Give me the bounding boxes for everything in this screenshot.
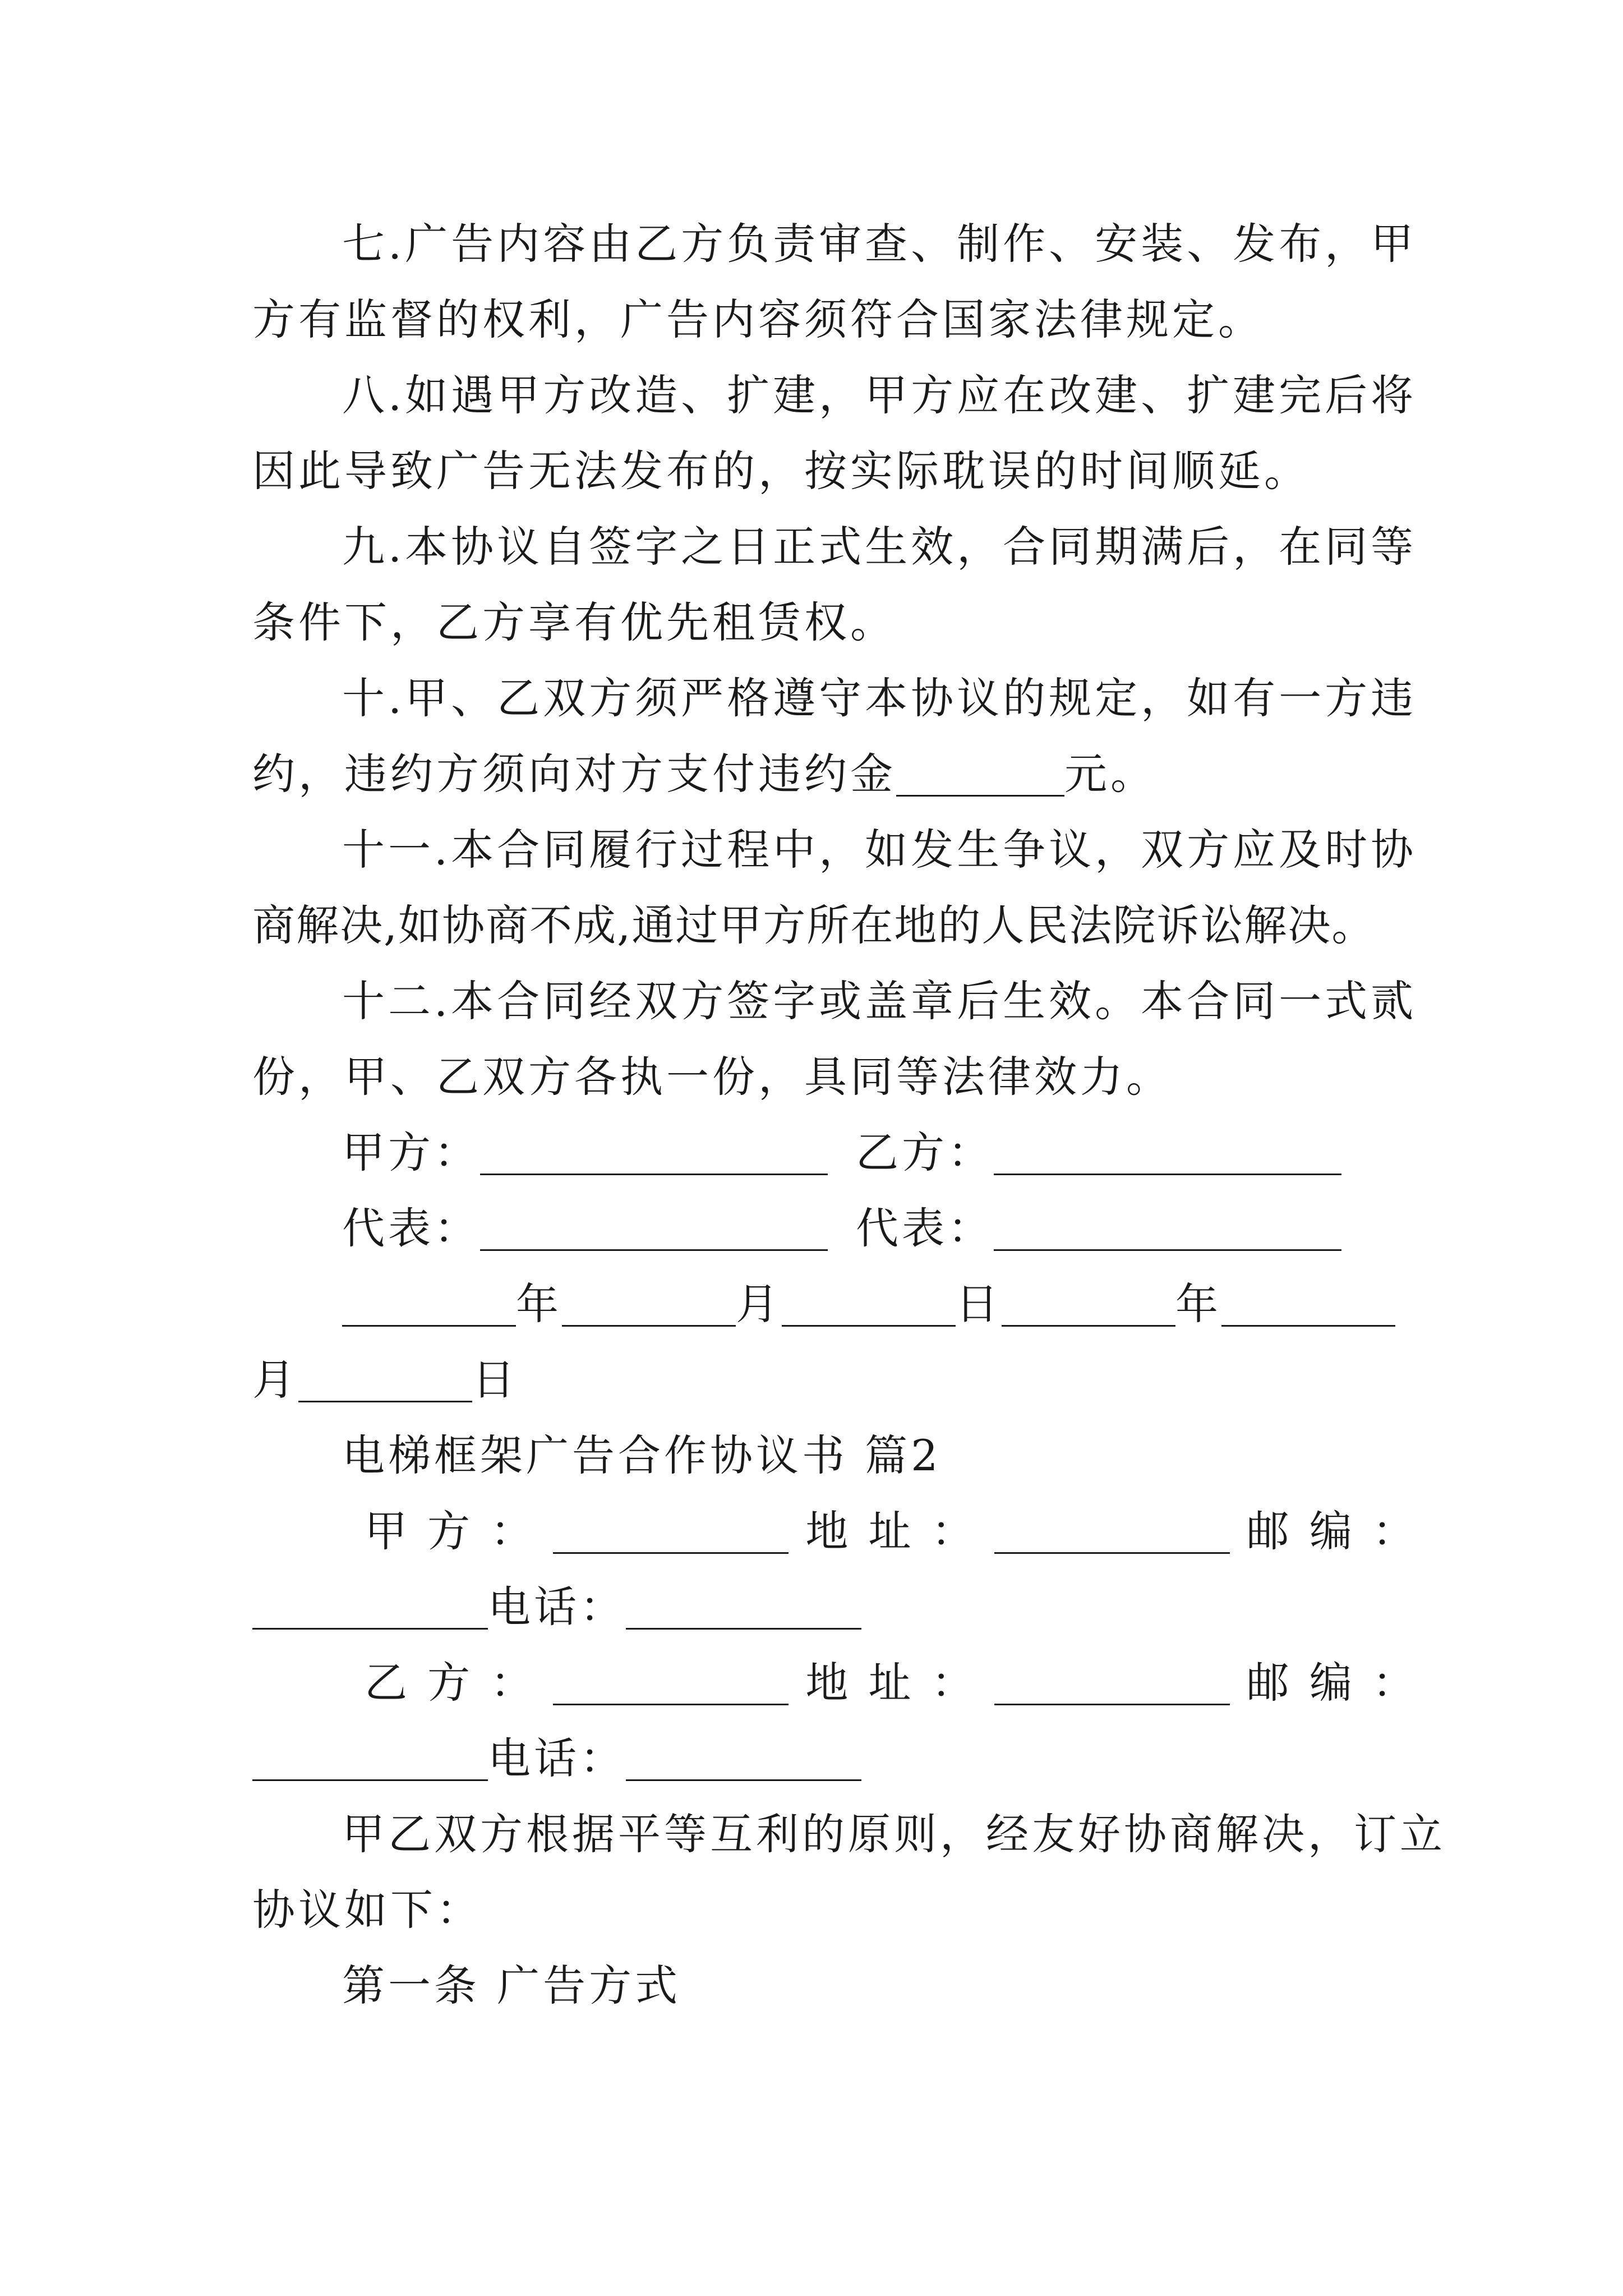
paragraph-12-line-1: 十二.本合同经双方签字或盖章后生效。本合同一式贰 xyxy=(342,976,1417,1026)
paragraph-8-line-1: 八.如遇甲方改造、扩建，甲方应在改建、扩建完后将 xyxy=(342,370,1417,420)
party-b-label: 乙方： xyxy=(856,1128,994,1177)
year-a-label: 年 xyxy=(516,1279,562,1329)
paragraph-9-line-1: 九.本协议自签字之日正式生效，合同期满后，在同等 xyxy=(342,522,1417,572)
intro-line-1: 甲乙双方根据平等互利的原则，经友好协商解决，订立 xyxy=(342,1809,1446,1859)
party-b-info-row xyxy=(365,1652,1418,1714)
party-b-postcode-blank xyxy=(252,1779,488,1781)
party-a-postcode-blank xyxy=(252,1627,488,1630)
party-a-address-label: 地 址 ： xyxy=(805,1506,978,1556)
day-a-blank xyxy=(782,1324,956,1327)
paragraph-7-line-1: 七.广告内容由乙方负责审查、制作、安装、发布，甲 xyxy=(342,219,1417,269)
party-a-info-label: 甲 方 ： xyxy=(365,1506,537,1556)
party-a-name-blank xyxy=(553,1552,789,1554)
day-a-label: 日 xyxy=(956,1279,1002,1329)
paragraph-8-line-2: 因此导致广告无法发布的，按实际耽误的时间顺延。 xyxy=(252,446,1310,496)
year-a-blank xyxy=(342,1324,516,1327)
year-b-label: 年 xyxy=(1175,1279,1221,1329)
paragraph-7-line-2: 方有监督的权利，广告内容须符合国家法律规定。 xyxy=(252,295,1264,344)
party-b-address-label: 地 址 ： xyxy=(805,1658,978,1708)
party-b-info-label: 乙 方 ： xyxy=(365,1658,537,1708)
rep-a-blank xyxy=(480,1249,828,1251)
section-2-title: 电梯框架广告合作协议书 篇2 xyxy=(342,1430,942,1480)
party-a-phone-label: 电话： xyxy=(488,1582,626,1632)
month-a-label: 月 xyxy=(736,1279,782,1329)
party-a-postcode-label: 邮 编 ： xyxy=(1246,1506,1418,1556)
paragraph-12-line-2: 份，甲、乙双方各执一份，具同等法律效力。 xyxy=(252,1052,1172,1102)
signature-rep-row xyxy=(342,1198,1380,1259)
paragraph-10-line-2 xyxy=(252,743,1380,805)
party-b-phone-label: 电话： xyxy=(488,1733,626,1783)
penalty-text: 约，违约方须向对方支付违约金 xyxy=(252,749,896,799)
month-b-label: 月 xyxy=(252,1355,298,1405)
party-b-phone-blank xyxy=(626,1779,861,1781)
party-a-phone-row xyxy=(252,1576,1380,1638)
party-b-address-blank xyxy=(994,1703,1230,1705)
party-b-name-blank xyxy=(553,1703,789,1705)
date-row-2 xyxy=(252,1349,1380,1411)
penalty-unit: 元。 xyxy=(1064,749,1156,799)
rep-b-label: 代表： xyxy=(856,1203,994,1253)
party-a-info-row xyxy=(365,1501,1418,1562)
intro-line-2: 协议如下： xyxy=(252,1885,482,1935)
party-b-postcode-label: 邮 编 ： xyxy=(1246,1658,1418,1708)
year-b-blank xyxy=(1002,1324,1175,1327)
paragraph-11-line-2: 商解决,如协商不成,通过甲方所在地的人民法院诉讼解决。 xyxy=(252,900,1376,950)
rep-a-label: 代表： xyxy=(342,1203,480,1253)
month-b-blank-start xyxy=(1221,1324,1395,1327)
rep-b-blank xyxy=(994,1249,1341,1251)
party-a-blank xyxy=(480,1173,828,1175)
party-a-phone-blank xyxy=(626,1627,861,1630)
paragraph-9-line-2: 条件下，乙方享有优先租赁权。 xyxy=(252,597,896,647)
party-a-label: 甲方： xyxy=(342,1128,480,1177)
date-row-1 xyxy=(342,1273,1380,1335)
month-a-blank xyxy=(562,1324,736,1327)
signature-party-row xyxy=(342,1122,1380,1184)
party-b-blank xyxy=(994,1173,1341,1175)
paragraph-11-line-1: 十一.本合同履行过程中，如发生争议，双方应及时协 xyxy=(342,825,1417,875)
article-1-heading: 第一条 广告方式 xyxy=(342,1961,681,2010)
party-a-address-blank xyxy=(994,1552,1230,1554)
day-b-label: 日 xyxy=(472,1355,518,1405)
party-b-phone-row xyxy=(252,1728,1380,1789)
paragraph-10-line-1: 十.甲、乙双方须严格遵守本协议的规定，如有一方违 xyxy=(342,673,1417,723)
penalty-amount-blank xyxy=(896,794,1064,797)
day-b-blank xyxy=(298,1400,472,1402)
